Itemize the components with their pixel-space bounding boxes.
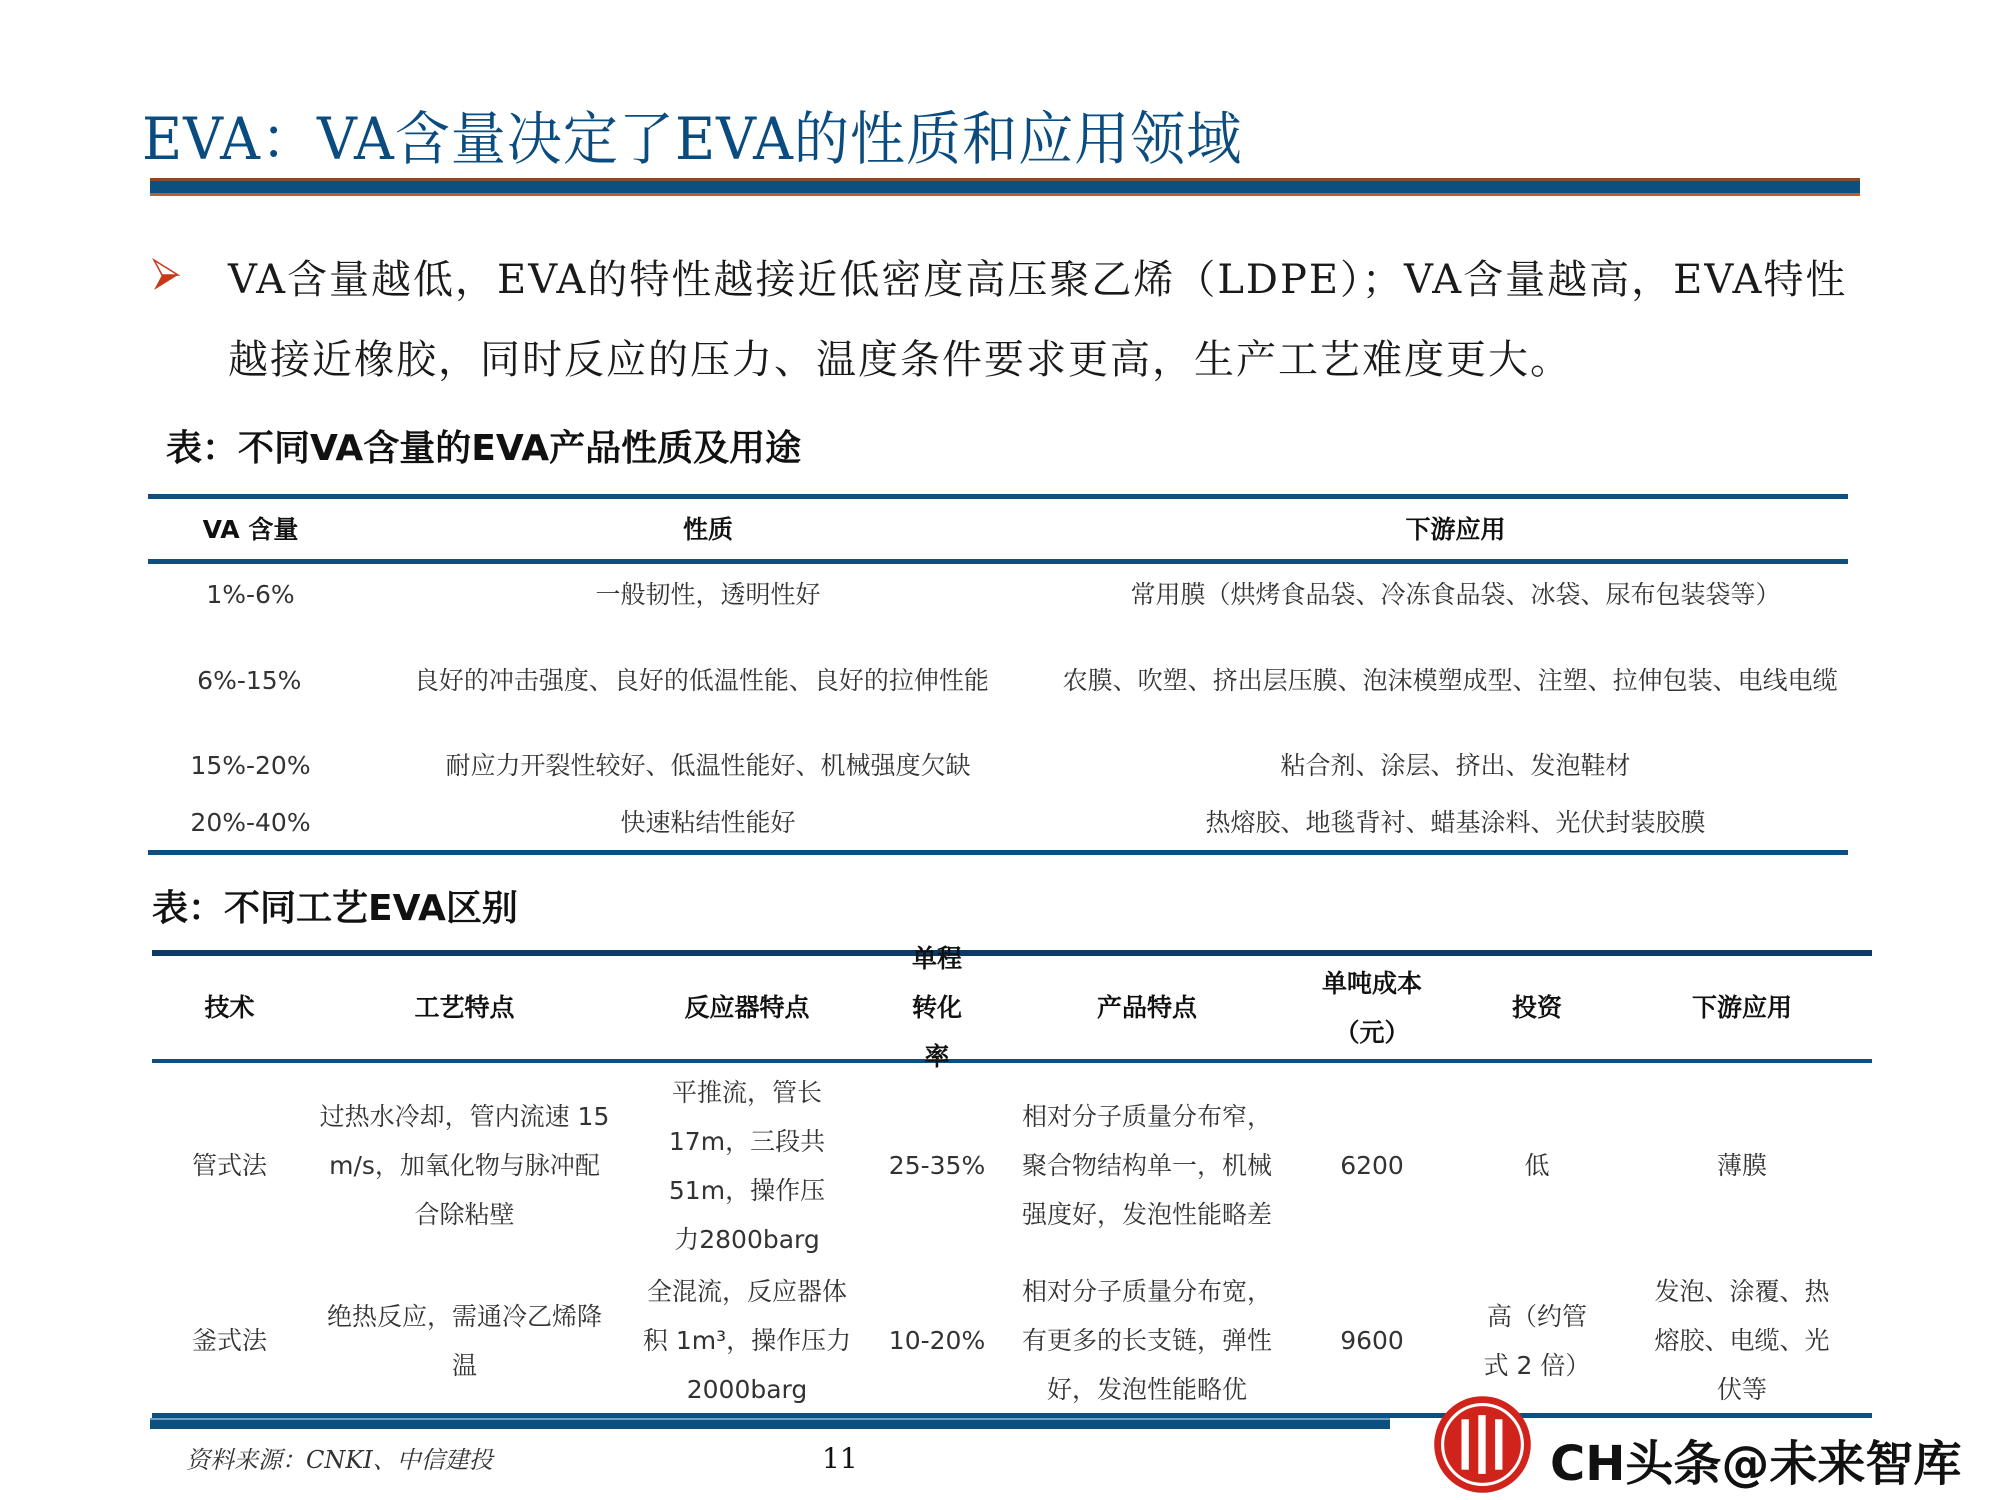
header-investment: 投资 xyxy=(1511,993,1562,1022)
va-content-table xyxy=(148,494,1848,855)
property-cell: 一般韧性，透明性好 xyxy=(595,579,821,609)
header-process: 工艺特点 xyxy=(414,993,515,1022)
reactor-cell: 平推流，管长17m，三段共51m，操作压力2800barg xyxy=(668,1077,826,1254)
header-property: 性质 xyxy=(682,514,733,544)
header-cost: 单吨成本（元） xyxy=(1321,968,1422,1047)
table2-caption: 表：不同工艺EVA区别 xyxy=(152,888,518,929)
application-cell: 薄膜 xyxy=(1716,1151,1767,1180)
page-number: 11 xyxy=(822,1442,858,1475)
tech-cell: 釜式法 xyxy=(191,1326,267,1355)
product-cell: 相对分子质量分布宽，有更多的长支链，弹性好，发泡性能略优 xyxy=(1022,1277,1273,1404)
investment-cell: 高（约管式 2 倍） xyxy=(1483,1301,1591,1380)
header-application: 下游应用 xyxy=(1405,514,1506,544)
table1-caption: 表：不同VA含量的EVA产品性质及用途 xyxy=(166,428,802,469)
header-conversion: 单程转化率 xyxy=(911,944,962,1071)
cost-cell: 6200 xyxy=(1340,1151,1404,1180)
process-cell: 绝热反应，需通冷乙烯降温 xyxy=(326,1301,602,1380)
header-reactor: 反应器特点 xyxy=(684,993,810,1022)
investment-cell: 低 xyxy=(1524,1151,1550,1180)
footer-divider xyxy=(150,1418,1390,1429)
va-cell: 1%-6% xyxy=(206,579,295,609)
arrow-bullet-icon xyxy=(152,258,180,292)
application-cell: 农膜、吹塑、挤出层压膜、泡沫模塑成型、注塑、拉伸包装、电线电缆 xyxy=(1062,665,1838,695)
table-row xyxy=(148,794,1848,850)
table2-header-row xyxy=(152,944,1872,1071)
va-cell: 15%-20% xyxy=(190,750,311,780)
conversion-cell: 10-20% xyxy=(888,1326,986,1355)
process-cell: 过热水冷却，管内流速 15 m/s，加氧化物与脉冲配合除粘壁 xyxy=(319,1102,610,1229)
header-va-content: VA 含量 xyxy=(202,514,299,544)
application-cell: 常用膜（烘烤食品袋、冷冻食品袋、冰袋、尿布包装袋等） xyxy=(1130,579,1781,609)
application-cell: 粘合剂、涂层、挤出、发泡鞋材 xyxy=(1280,750,1631,780)
header-product: 产品特点 xyxy=(1096,993,1197,1022)
source-note: 资料来源：CNKI、中信建投 xyxy=(186,1446,493,1474)
va-cell: 6%-15% xyxy=(197,665,302,695)
table-row xyxy=(152,1063,1872,1268)
header-application: 下游应用 xyxy=(1691,993,1792,1022)
slide-title: EVA：VA含量决定了EVA的性质和应用领域 xyxy=(142,105,1243,173)
table1-bottom-rule xyxy=(148,850,1848,855)
property-cell: 快速粘结性能好 xyxy=(620,807,796,837)
product-cell: 相对分子质量分布窄，聚合物结构单一，机械强度好，发泡性能略差 xyxy=(1022,1102,1273,1229)
application-cell: 发泡、涂覆、热熔胶、电缆、光伏等 xyxy=(1654,1277,1830,1404)
process-comparison-table xyxy=(152,944,1872,1418)
table-row xyxy=(152,1268,1872,1413)
va-cell: 20%-40% xyxy=(190,807,311,837)
citic-logo-icon xyxy=(1430,1392,1535,1497)
reactor-cell: 全混流，反应器体积 1m³，操作压力 2000barg xyxy=(642,1277,852,1404)
application-cell: 热熔胶、地毯背衬、蜡基涂料、光伏封装胶膜 xyxy=(1205,807,1706,837)
property-cell: 良好的冲击强度、良好的低温性能、良好的拉伸性能 xyxy=(413,665,989,695)
header-tech: 技术 xyxy=(204,993,255,1022)
conversion-cell: 25-35% xyxy=(888,1151,986,1180)
title-divider xyxy=(150,178,1860,196)
watermark: 头条@未来智库 xyxy=(1625,1436,1962,1492)
tech-cell: 管式法 xyxy=(191,1151,267,1180)
watermark-text xyxy=(1550,1425,1961,1494)
cost-cell: 9600 xyxy=(1340,1326,1404,1355)
table-row xyxy=(148,624,1848,736)
bullet-text: VA含量越低，EVA的特性越接近低密度高压聚乙烯（LDPE）；VA含量越高，EVA特性越接近橡胶，同时反应的压力、温度条件要求更高，生产工艺难度更大。 xyxy=(228,257,1848,383)
table-row xyxy=(148,736,1848,794)
logo-text-partial: CH xyxy=(1550,1436,1626,1492)
property-cell: 耐应力开裂性较好、低温性能好、机械强度欠缺 xyxy=(445,750,971,780)
table-row xyxy=(148,564,1848,624)
table1-header-row xyxy=(148,499,1848,559)
